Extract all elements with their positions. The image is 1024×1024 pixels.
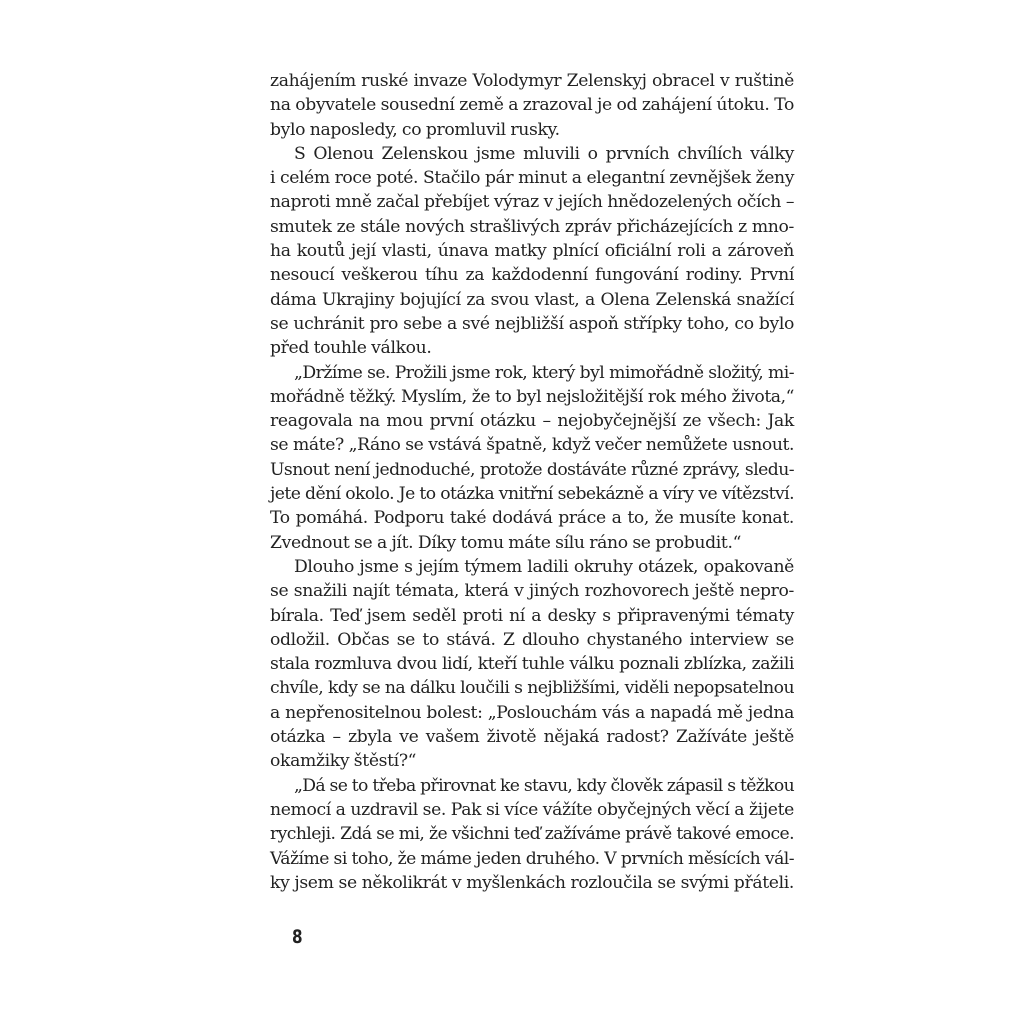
text-line: stala rozmluva dvou lidí, kteří tuhle válku poznali zblízka, zažili [270,654,794,675]
text-line: reagovala na mou první otázku – nejobyčejnější ze všech: Jak [270,411,794,432]
text-line: otázka – zbyla ve vašem životě nějaká radost? Zažíváte ještě [270,727,794,748]
paragraph [270,69,794,142]
body-text [270,69,794,895]
text-line: se máte? „Ráno se vstává špatně, když večer nemůžete usnout. [270,435,794,456]
text-line: dáma Ukrajiny bojující za svou vlast, a Olena Zelenská snažící [270,289,794,310]
page-number: 8 [292,926,303,948]
text-line: chvíle, kdy se na dálku loučili s nejbližšími, viděli nepopsatelnou [270,678,794,699]
text-line: okamžiky štěstí?“ [270,751,417,772]
text-line: naproti mně začal přebíjet výraz v jejích hnědozelených očích – [270,192,794,213]
paragraph [270,142,794,361]
text-line: rychleji. Zdá se mi, že všichni teď zažíváme právě takové emoce. [270,824,794,845]
text-line: se snažili najít témata, která v jiných rozhovorech ještě nepro- [270,581,794,602]
text-line: se uchránit pro sebe a své nejbližší aspoň střípky toho, co bylo [270,313,794,334]
text-line: Dlouho jsme s jejím týmem ladili okruhy otázek, opakovaně [294,556,794,577]
text-line: „Držíme se. Prožili jsme rok, který byl mimořádně složitý, mi- [294,362,794,383]
paragraph [270,361,794,555]
text-line: mořádně těžký. Myslím, že to byl nejsložitější rok mého života,“ [270,386,794,407]
text-line: nemocí a uzdravil se. Pak si více vážíte obyčejných věcí a žijete [270,799,794,820]
text-line: odložil. Občas se to stává. Z dlouho chystaného interview se [270,629,794,650]
text-line: Usnout není jednoduché, protože dostáváte různé zprávy, sledu- [270,459,794,480]
text-line: Zvednout se a jít. Díky tomu máte sílu ráno se probudit.“ [270,532,742,553]
text-line: ky jsem se několikrát v myšlenkách rozloučila se svými přáteli. [270,872,794,893]
text-line: zahájením ruské invaze Volodymyr Zelenskyj obracel v ruštině [270,71,794,91]
text-line: ha koutů její vlasti, únava matky plnící oficiální roli a zároveň [270,241,794,262]
paragraph [270,555,794,774]
text-line: smutek ze stále nových strašlivých zpráv přicházejících z mno- [270,216,794,237]
text-line: na obyvatele sousední země a zrazoval je od zahájení útoku. To [270,95,794,116]
text-line: jete dění okolo. Je to otázka vnitřní sebekázně a víry ve vítězství. [270,484,794,505]
text-line: „Dá se to třeba přirovnat ke stavu, kdy člověk zápasil s těžkou [294,775,794,796]
text-line: S Olenou Zelenskou jsme mluvili o prvních chvílích války [294,143,794,164]
text-line: před touhle válkou. [270,338,432,359]
text-line: Vážíme si toho, že máme jeden druhého. V prvních měsících vál- [270,848,794,869]
text-line: i celém roce poté. Stačilo pár minut a elegantní zevnějšek ženy [270,168,794,189]
text-line: To pomáhá. Podporu také dodává práce a to, že musíte konat. [270,508,794,529]
text-line: bylo naposledy, co promluvil rusky. [270,119,560,140]
text-line: a nepřenositelnou bolest: „Poslouchám vás a napadá mě jedna [270,702,794,723]
text-line: nesoucí veškerou tíhu za každodenní fungování rodiny. První [270,265,794,286]
paragraph [270,774,794,895]
text-line: bírala. Teď jsem seděl proti ní a desky s připravenými tématy [270,605,794,626]
